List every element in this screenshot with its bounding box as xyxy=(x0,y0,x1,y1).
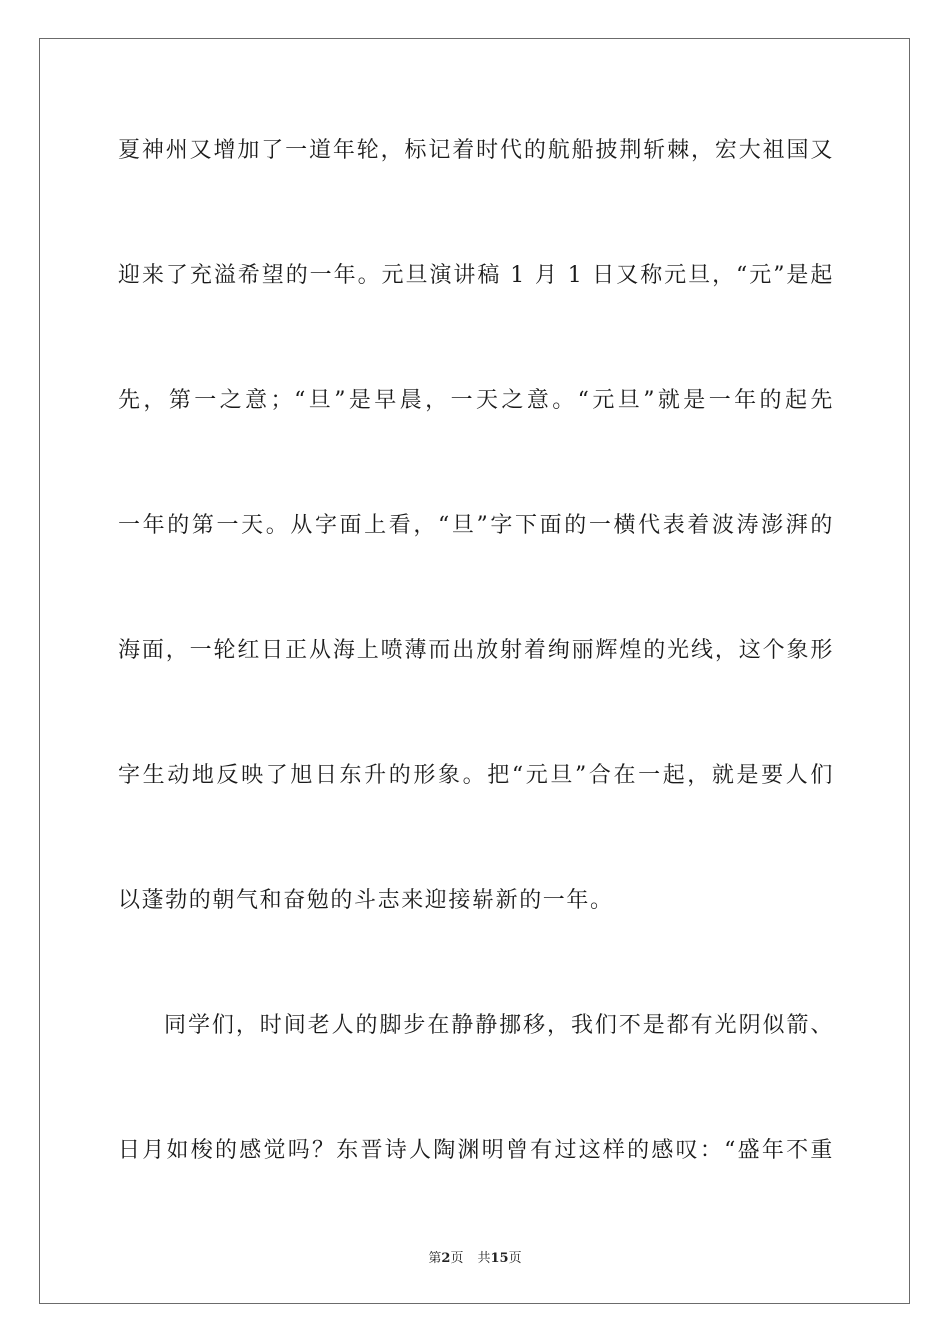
total-suffix: 页 xyxy=(508,1251,522,1266)
text-line: 日月如梭的感觉吗？东晋诗人陶渊明曾有过这样的感叹：“盛年不重 xyxy=(118,1138,834,1163)
text-line: 先，第一之意；“旦”是早晨，一天之意。“元旦”就是一年的起先 xyxy=(118,388,834,413)
text-line: 迎来了充溢希望的一年。元旦演讲稿 1 月 1 日又称元旦，“元”是起 xyxy=(118,263,834,288)
text-line: 一年的第一天。从字面上看，“旦”字下面的一横代表着波涛澎湃的 xyxy=(118,513,834,538)
paragraph-first-line: 同学们，时间老人的脚步在静静挪移，我们不是都有光阴似箭、 xyxy=(164,1013,834,1038)
text-line: 夏神州又增加了一道年轮，标记着时代的航船披荆斩棘，宏大祖国又 xyxy=(118,138,834,163)
page-suffix: 页 xyxy=(450,1251,464,1266)
text-line: 字生动地反映了旭日东升的形象。把“元旦”合在一起，就是要人们 xyxy=(118,763,834,788)
page-number: 2 xyxy=(441,1251,451,1266)
total-pages: 15 xyxy=(490,1251,509,1266)
document-body xyxy=(118,130,834,1255)
page-footer xyxy=(0,1247,950,1266)
total-prefix: 共 xyxy=(477,1251,491,1266)
text-line: 以蓬勃的朝气和奋勉的斗志来迎接崭新的一年。 xyxy=(118,888,614,913)
text-line: 海面，一轮红日正从海上喷薄而出放射着绚丽辉煌的光线，这个象形 xyxy=(118,638,834,663)
page-prefix: 第 xyxy=(428,1251,442,1266)
